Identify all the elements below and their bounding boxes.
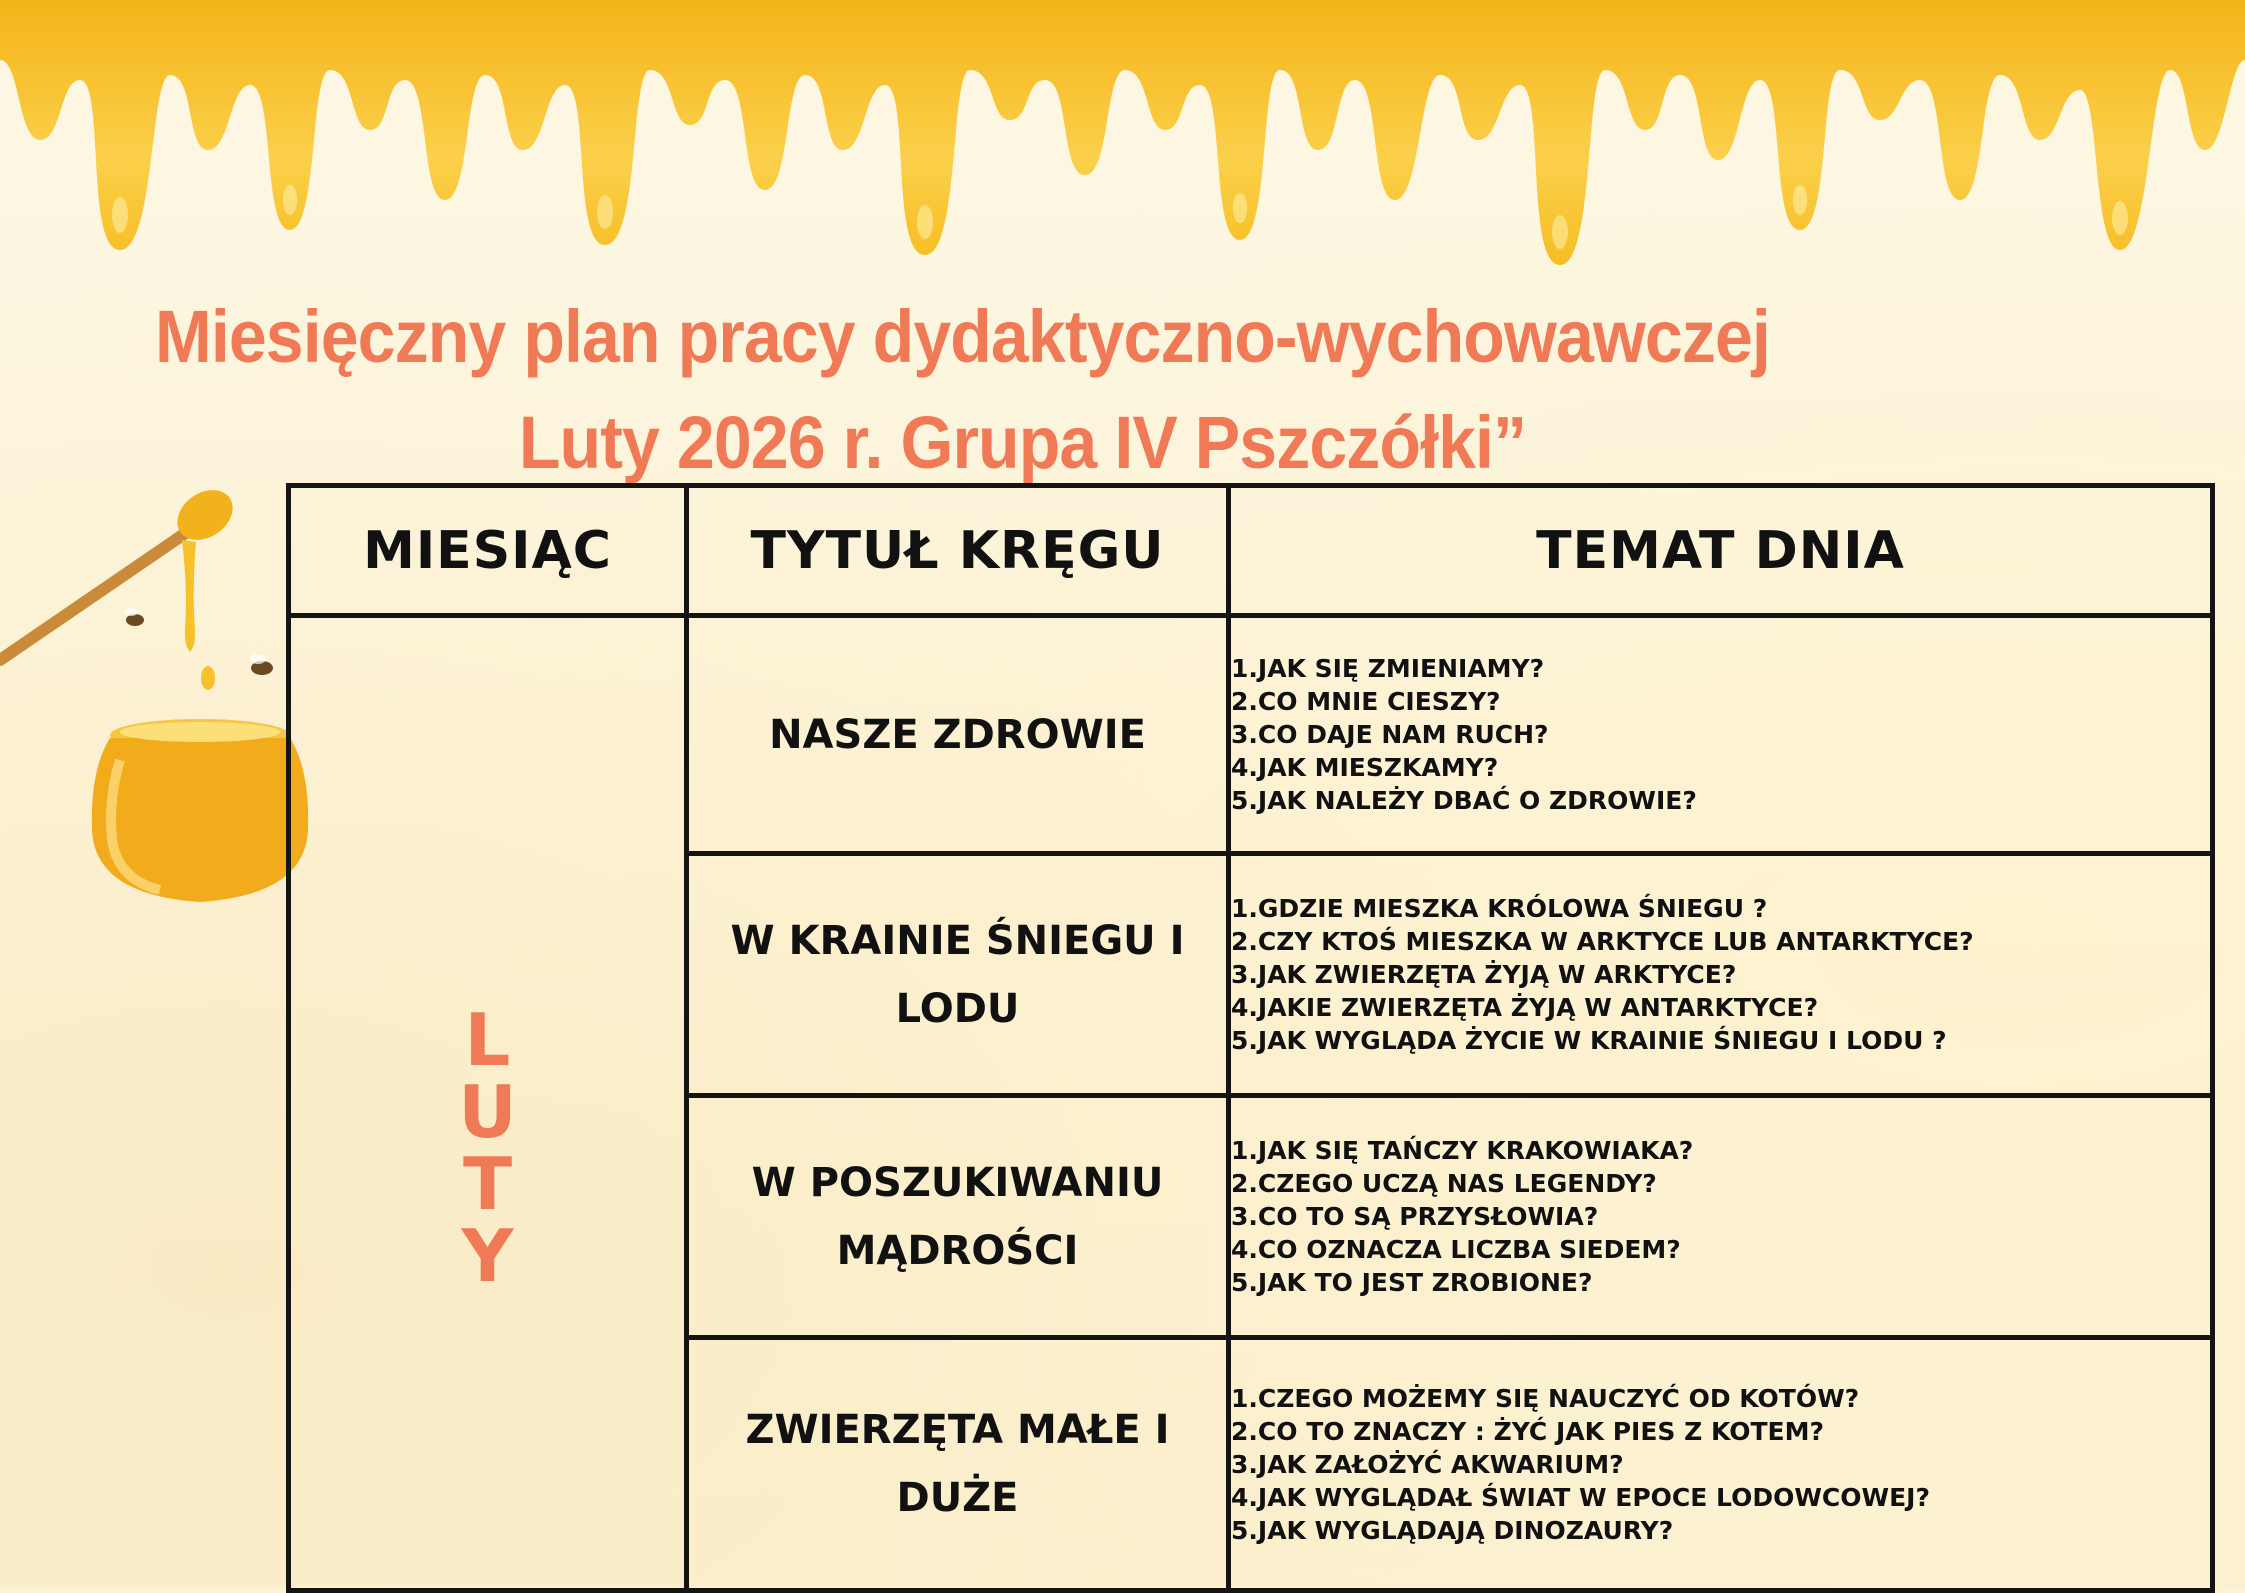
list-item: 5.JAK WYGLĄDAJĄ DINOZAURY?: [1231, 1515, 1674, 1545]
list-item: 3.JAK ZWIERZĘTA ŻYJĄ W ARKTYCE?: [1231, 960, 1737, 989]
circle-title: W KRAINIE ŚNIEGU I LODU: [687, 854, 1229, 1096]
page-title: Miesięczny plan pracy dydaktyczno-wychowawczej: [155, 295, 1770, 378]
circle-title: W POSZUKIWANIU MĄDROŚCI: [687, 1096, 1229, 1338]
month-letter: U: [458, 1070, 517, 1154]
list-item: 5.JAK NALEŻY DBAĆ O ZDROWIE?: [1231, 786, 1697, 815]
circle-title: ZWIERZĘTA MAŁE I DUŻE: [687, 1338, 1229, 1591]
list-item: 2.CZEGO UCZĄ NAS LEGENDY?: [1231, 1169, 1657, 1198]
month-label: [291, 998, 684, 1298]
month-letter: Y: [461, 1214, 514, 1298]
list-item: 2.CO TO ZNACZY : ŻYĆ JAK PIES Z KOTEM?: [1231, 1416, 1824, 1446]
header-month: MIESIĄC: [289, 486, 687, 616]
day-topics: [1229, 616, 2213, 854]
list-item: 2.CO MNIE CIESZY?: [1231, 687, 1501, 716]
list-item: 5.JAK WYGLĄDA ŻYCIE W KRAINIE ŚNIEGU I LODU ?: [1231, 1026, 1947, 1055]
list-item: 3.JAK ZAŁOŻYĆ AKWARIUM?: [1231, 1449, 1624, 1479]
honey-drips-decoration: [0, 0, 2245, 290]
day-topics: [1229, 854, 2213, 1096]
list-item: 3.CO DAJE NAM RUCH?: [1231, 720, 1549, 749]
day-topics: [1229, 1338, 2213, 1591]
circle-title: NASZE ZDROWIE: [687, 616, 1229, 854]
list-item: 2.CZY KTOŚ MIESZKA W ARKTYCE LUB ANTARKTYCE?: [1231, 927, 1974, 956]
list-item: 4.JAKIE ZWIERZĘTA ŻYJĄ W ANTARKTYCE?: [1231, 993, 1819, 1022]
honey-pot-illustration: [0, 470, 320, 930]
header-day-topic: TEMAT DNIA: [1229, 486, 2213, 616]
month-letter: L: [464, 998, 511, 1082]
day-topics: [1229, 1096, 2213, 1338]
list-item: 4.JAK WYGLĄDAŁ ŚWIAT W EPOCE LODOWCOWEJ?: [1231, 1482, 1930, 1512]
plan-table: [286, 483, 2215, 1593]
list-item: 1.GDZIE MIESZKA KRÓLOWA ŚNIEGU ?: [1231, 894, 1768, 923]
header-row: [289, 486, 2213, 616]
bee-icon: [124, 608, 273, 675]
page-subtitle: Luty 2026 r. Grupa IV Pszczółki”: [518, 401, 1527, 484]
month-cell: [289, 616, 687, 1591]
list-item: 5.JAK TO JEST ZROBIONE?: [1231, 1268, 1593, 1297]
honey-dipper-icon: [0, 480, 242, 660]
table-row: [289, 616, 2213, 854]
month-letter: T: [462, 1142, 513, 1226]
list-item: 4.JAK MIESZKAMY?: [1231, 753, 1499, 782]
header-circle-title: TYTUŁ KRĘGU: [687, 486, 1229, 616]
honey-pot-icon: [92, 666, 308, 902]
list-item: 1.JAK SIĘ ZMIENIAMY?: [1231, 654, 1545, 683]
list-item: 1.JAK SIĘ TAŃCZY KRAKOWIAKA?: [1231, 1136, 1694, 1165]
list-item: 4.CO OZNACZA LICZBA SIEDEM?: [1231, 1235, 1681, 1264]
list-item: 1.CZEGO MOŻEMY SIĘ NAUCZYĆ OD KOTÓW?: [1231, 1383, 1860, 1413]
list-item: 3.CO TO SĄ PRZYSŁOWIA?: [1231, 1202, 1599, 1231]
